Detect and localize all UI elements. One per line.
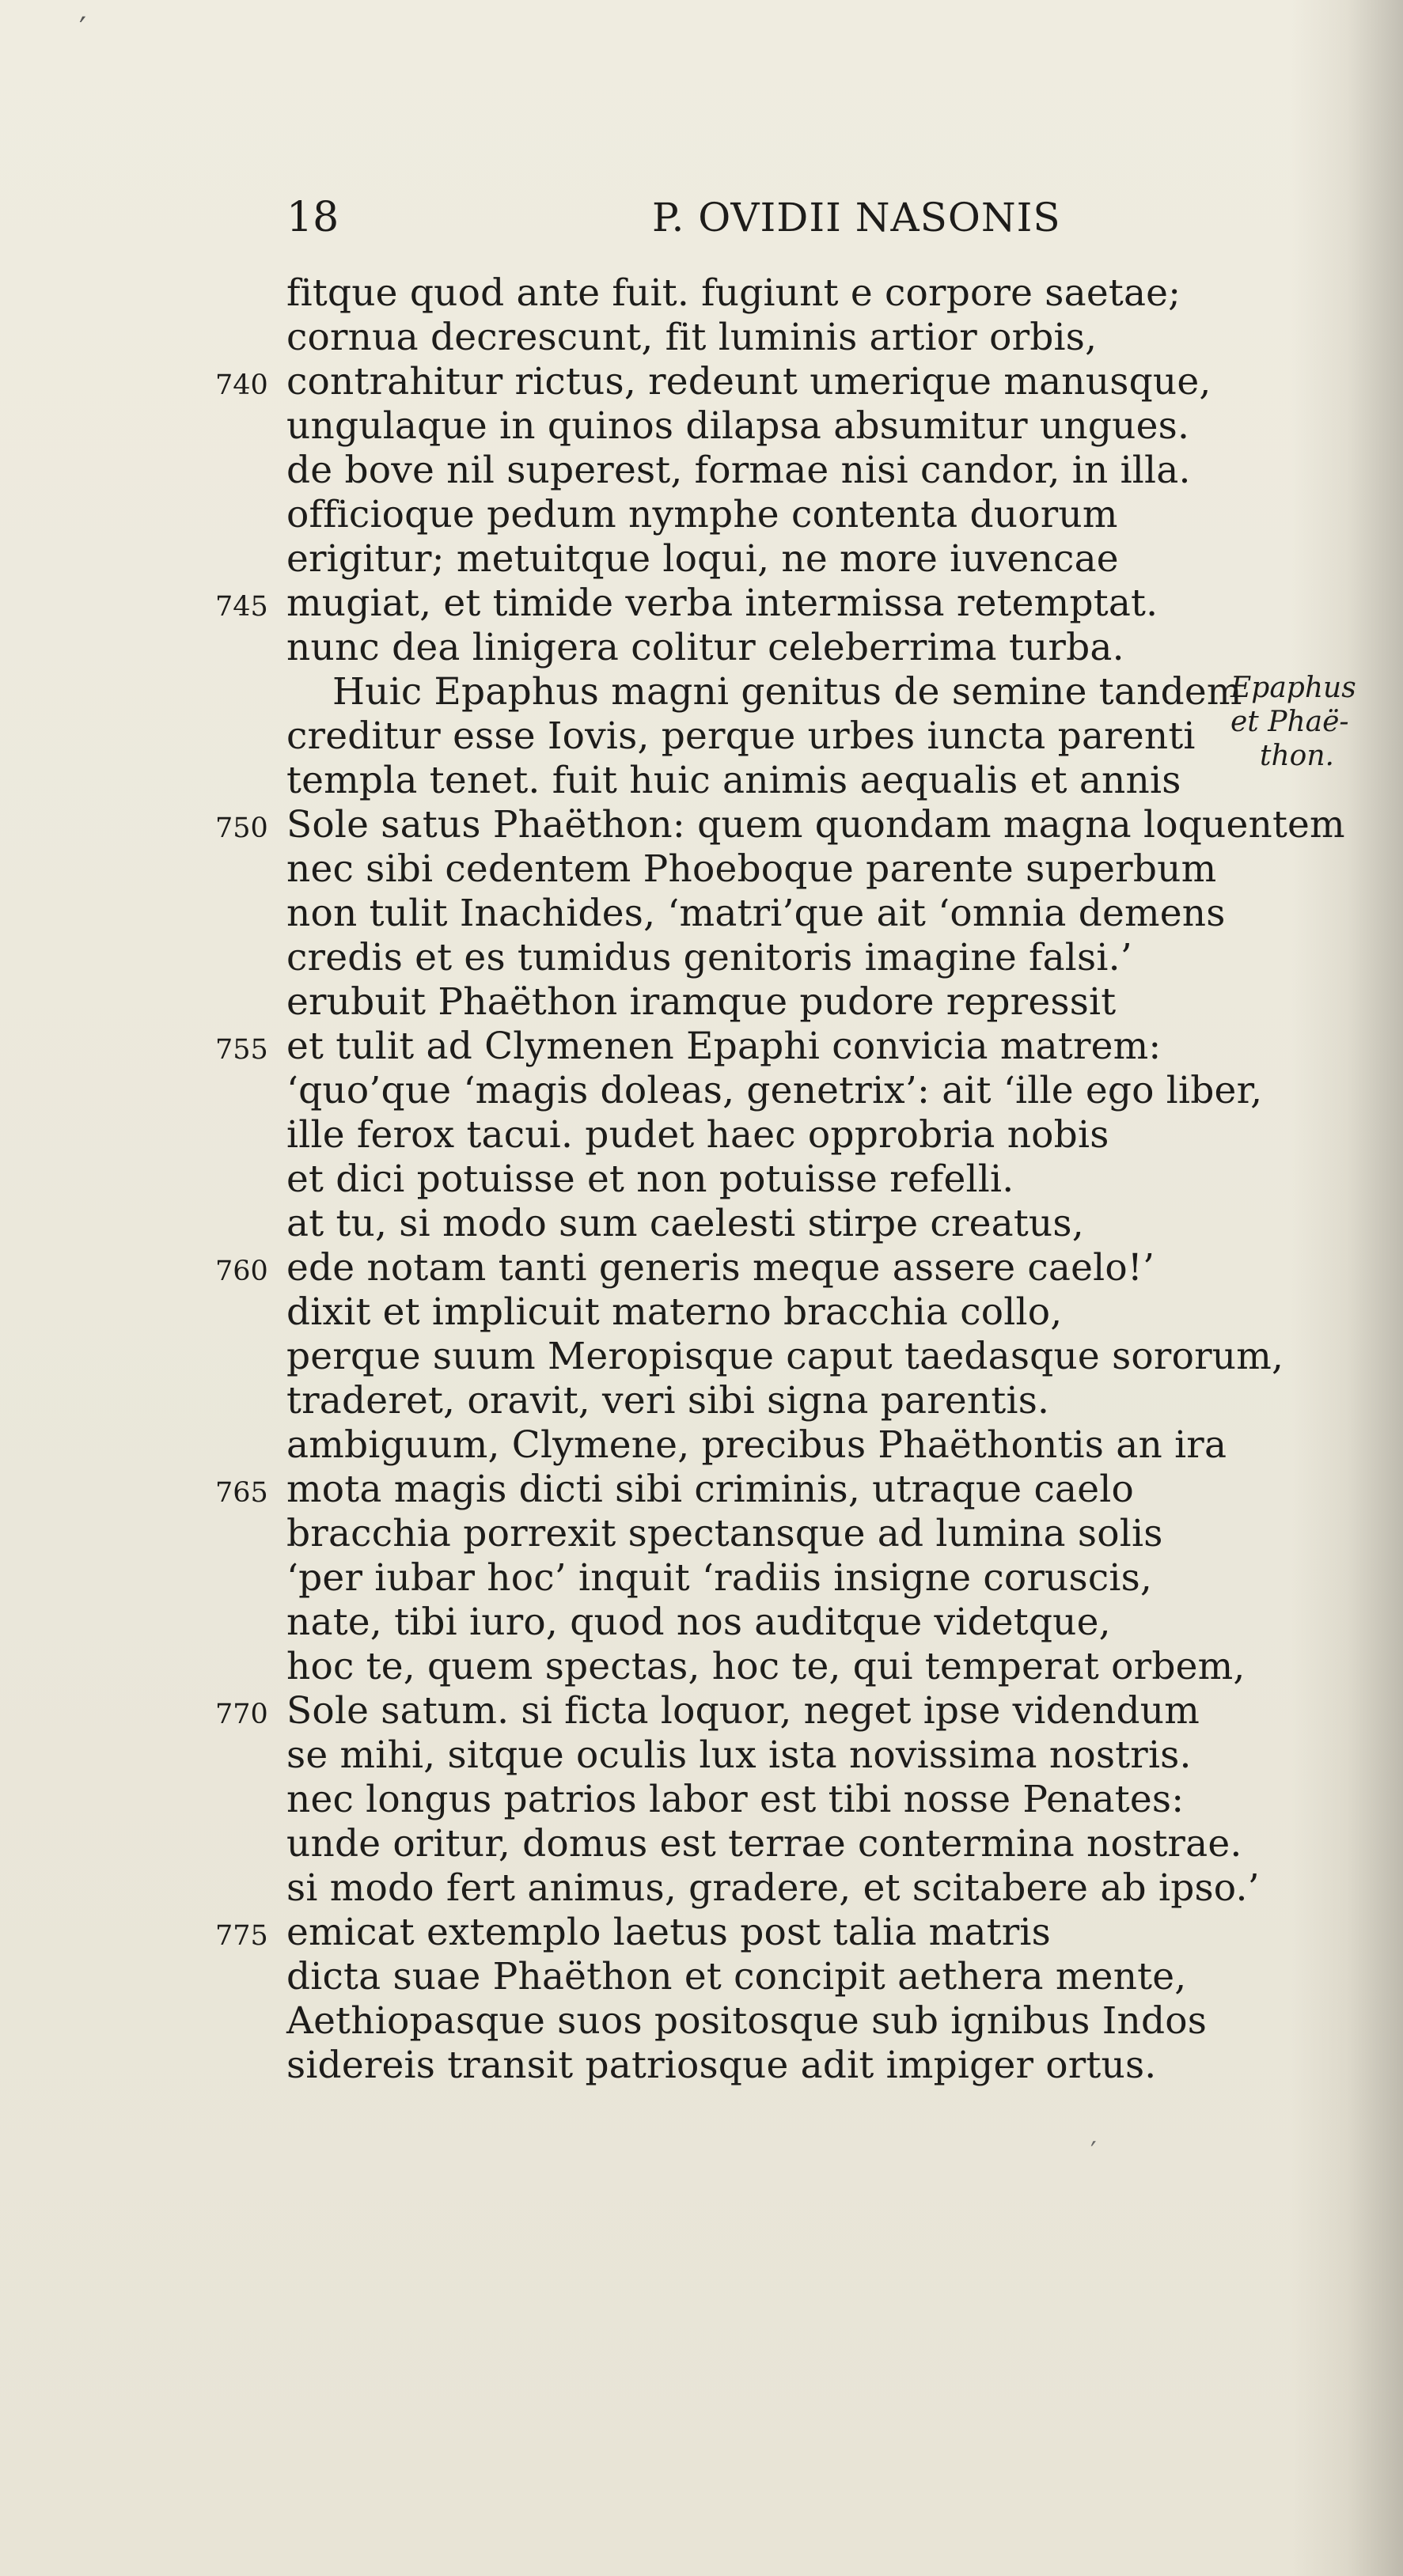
verse-line: emicat extemplo laetus post talia matris xyxy=(286,1911,1051,1954)
verse-line: ambiguum, Clymene, precibus Phaëthontis an ira xyxy=(286,1423,1227,1467)
verse-line: Huic Epaphus magni genitus de semine tandem xyxy=(332,670,1242,714)
verse-line: Sole satus Phaëthon: quem quondam magna loquentem xyxy=(286,803,1345,847)
verse-line: contrahitur rictus, redeunt umerique manusque, xyxy=(286,360,1212,403)
page-number: 18 xyxy=(286,194,339,241)
margin-note-line: Epaphus xyxy=(1230,672,1356,704)
line-number: 755 xyxy=(215,1034,268,1066)
line-number: 745 xyxy=(215,591,268,623)
verse-line: se mihi, sitque oculis lux ista novissima nostris. xyxy=(286,1733,1192,1777)
verse-line: si modo fert animus, gradere, et scitabere ab ipso.’ xyxy=(286,1866,1260,1910)
verse-line: erigitur; metuitque loqui, ne more iuvencae xyxy=(286,537,1119,581)
verse-line: at tu, si modo sum caelesti stirpe creatus, xyxy=(286,1202,1084,1245)
verse-line: ede notam tanti generis meque assere caelo!’ xyxy=(286,1246,1155,1290)
verse-line: mugiat, et timide verba intermissa retemptat. xyxy=(286,581,1158,625)
corner-pencil-mark: ′ xyxy=(79,11,87,47)
verse-line: bracchia porrexit spectansque ad lumina solis xyxy=(286,1512,1163,1555)
verse-line: dixit et implicuit materno bracchia collo, xyxy=(286,1290,1063,1334)
line-number: 775 xyxy=(215,1920,268,1952)
verse-line: non tulit Inachides, ‘matri’que ait ‘omnia demens xyxy=(286,892,1226,935)
verse-line: ille ferox tacui. pudet haec opprobria nobis xyxy=(286,1113,1109,1157)
verse-line: nate, tibi iuro, quod nos auditque videtque, xyxy=(286,1601,1111,1644)
line-number: 750 xyxy=(215,813,268,844)
verse-line: erubuit Phaëthon iramque pudore repressit xyxy=(286,980,1117,1024)
verse-line: ungulaque in quinos dilapsa absumitur ungues. xyxy=(286,404,1190,448)
margin-note-line: thon. xyxy=(1260,740,1334,772)
verse-line: Aethiopasque suos positosque sub ignibus Indos xyxy=(286,1999,1208,2043)
line-number: 760 xyxy=(215,1256,268,1287)
line-number: 740 xyxy=(215,369,268,401)
verse-line: hoc te, quem spectas, hoc te, qui temperat orbem, xyxy=(286,1645,1246,1688)
verse-line: nec longus patrios labor est tibi nosse Penates: xyxy=(286,1778,1185,1821)
verse-line: nec sibi cedentem Phoeboque parente superbum xyxy=(286,847,1217,891)
verse-line: sidereis transit patriosque adit impiger ortus. xyxy=(286,2044,1157,2087)
verse-line: templa tenet. fuit huic animis aequalis et annis xyxy=(286,759,1181,802)
verse-line: credis et es tumidus genitoris imagine falsi.’ xyxy=(286,936,1132,979)
margin-note-line: et Phaë- xyxy=(1230,706,1349,738)
verse-line: et dici potuisse et non potuisse refelli. xyxy=(286,1157,1014,1201)
verse-line: traderet, oravit, veri sibi signa parentis. xyxy=(286,1379,1050,1422)
verse-line: unde oritur, domus est terrae contermina nostrae. xyxy=(286,1822,1242,1866)
verse-line: ‘quo’que ‘magis doleas, genetrix’: ait ‘ille ego liber, xyxy=(286,1069,1263,1112)
stray-pencil-mark: ′ xyxy=(1090,2136,1097,2168)
verse-line: fitque quod ante fuit. fugiunt e corpore saetae; xyxy=(286,271,1181,315)
verse-line: cornua decrescunt, fit luminis artior orbis, xyxy=(286,316,1098,359)
verse-line: nunc dea linigera colitur celeberrima turba. xyxy=(286,626,1124,669)
verse-line: creditur esse Iovis, perque urbes iuncta parenti xyxy=(286,714,1196,758)
verse-line: et tulit ad Clymenen Epaphi convicia matrem: xyxy=(286,1025,1162,1068)
running-title: P. OVIDII NASONIS xyxy=(652,195,1061,241)
verse-line: mota magis dicti sibi criminis, utraque caelo xyxy=(286,1468,1134,1511)
line-number: 765 xyxy=(215,1477,268,1509)
verse-line: de bove nil superest, formae nisi candor, in illa. xyxy=(286,449,1191,492)
line-number: 770 xyxy=(215,1699,268,1730)
verse-line: officioque pedum nymphe contenta duorum xyxy=(286,493,1118,536)
verse-line: perque suum Meropisque caput taedasque sororum, xyxy=(286,1335,1284,1378)
verse-line: Sole satum. si ficta loquor, neget ipse videndum xyxy=(286,1689,1200,1733)
verse-line: ‘per iubar hoc’ inquit ‘radiis insigne coruscis, xyxy=(286,1556,1153,1600)
verse-line: dicta suae Phaëthon et concipit aethera mente, xyxy=(286,1955,1187,1998)
